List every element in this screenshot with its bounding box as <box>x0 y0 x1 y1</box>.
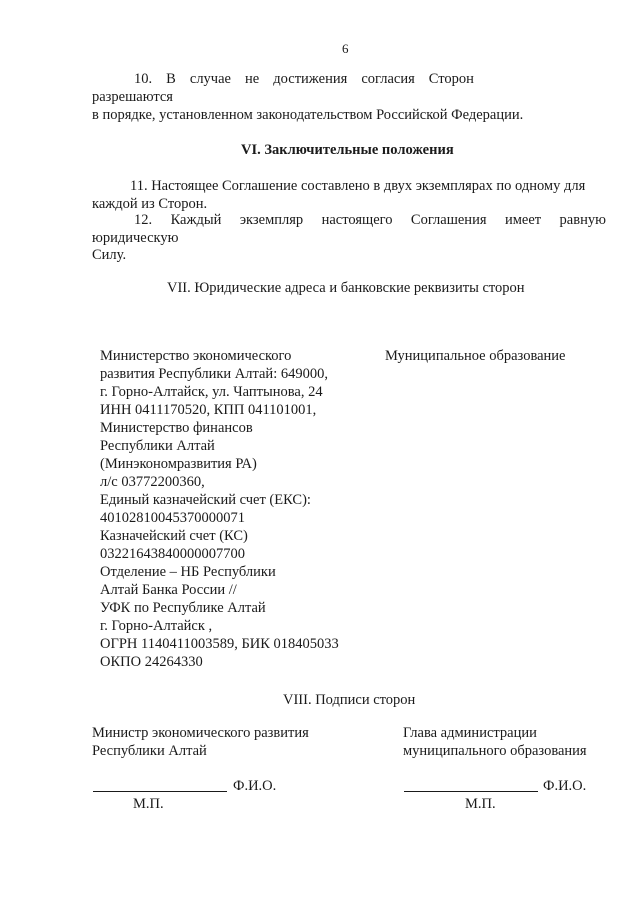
requisite-line: Алтай Банка России // <box>100 582 237 598</box>
requisite-line: Отделение – НБ Республики <box>100 564 276 580</box>
clause-10-line-2: разрешаются <box>92 89 173 105</box>
right-party-name: Муниципальное образование <box>385 348 566 364</box>
requisite-line: Министерство экономического <box>100 348 292 364</box>
clause-11-line-2: каждой из Сторон. <box>92 196 208 212</box>
clause-12-line-1: 12. Каждый экземпляр настоящего Соглашения имеет равную <box>134 212 606 228</box>
left-stamp-label: М.П. <box>133 796 164 812</box>
requisite-line: Республики Алтай <box>100 438 215 454</box>
section-8-heading: VIII. Подписи сторон <box>283 692 416 708</box>
requisite-line: Казначейский счет (КС) <box>100 528 248 544</box>
requisite-line: развития Республики Алтай: 649000, <box>100 366 328 382</box>
right-signer-title-line-2: муниципального образования <box>403 743 587 759</box>
clause-10-line-3: в порядке, установленном законодательством Российской Федерации. <box>92 107 524 123</box>
requisite-line: Министерство финансов <box>100 420 253 436</box>
requisite-line: 03221643840000007700 <box>100 546 245 562</box>
requisite-line: 40102810045370000071 <box>100 510 245 526</box>
requisite-line: г. Горно-Алтайск, ул. Чаптынова, 24 <box>100 384 323 400</box>
section-6-heading: VI. Заключительные положения <box>241 142 454 158</box>
clause-10-number: 10. <box>134 71 153 87</box>
clause-12-line-3: Силу. <box>92 247 127 263</box>
right-signature-line <box>404 791 538 792</box>
left-signer-title-line-2: Республики Алтай <box>92 743 207 759</box>
requisite-line: ИНН 0411170520, КПП 041101001, <box>100 402 317 418</box>
right-signer-fio: Ф.И.О. <box>543 778 587 794</box>
page-number: 6 <box>342 41 349 56</box>
section-7-heading: VII. Юридические адреса и банковские реквизиты сторон <box>167 280 525 296</box>
left-signer-title-line-1: Министр экономического развития <box>92 725 309 741</box>
requisite-line: г. Горно-Алтайск , <box>100 618 213 634</box>
requisite-line: л/с 03772200360, <box>100 474 205 490</box>
clause-12-number: 12. <box>134 212 153 228</box>
requisite-line: (Минэкономразвития РА) <box>100 456 257 472</box>
clause-11-line-1: 11. Настоящее Соглашение составлено в двух экземплярах по одному для <box>130 178 586 194</box>
right-signer-title-line-1: Глава администрации <box>403 725 537 741</box>
clause-12-line-2: юридическую <box>92 230 179 246</box>
requisite-line: Единый казначейский счет (ЕКС): <box>100 492 311 508</box>
requisite-line: УФК по Республике Алтай <box>100 600 266 616</box>
left-signature-line <box>93 791 227 792</box>
right-stamp-label: М.П. <box>465 796 496 812</box>
requisite-line: ОГРН 1140411003589, БИК 018405033 <box>100 636 339 652</box>
left-signer-fio: Ф.И.О. <box>233 778 277 794</box>
requisite-line: ОКПО 24264330 <box>100 654 203 670</box>
clause-10-line-1: 10. В случае не достижения согласия Сторон <box>134 71 474 87</box>
